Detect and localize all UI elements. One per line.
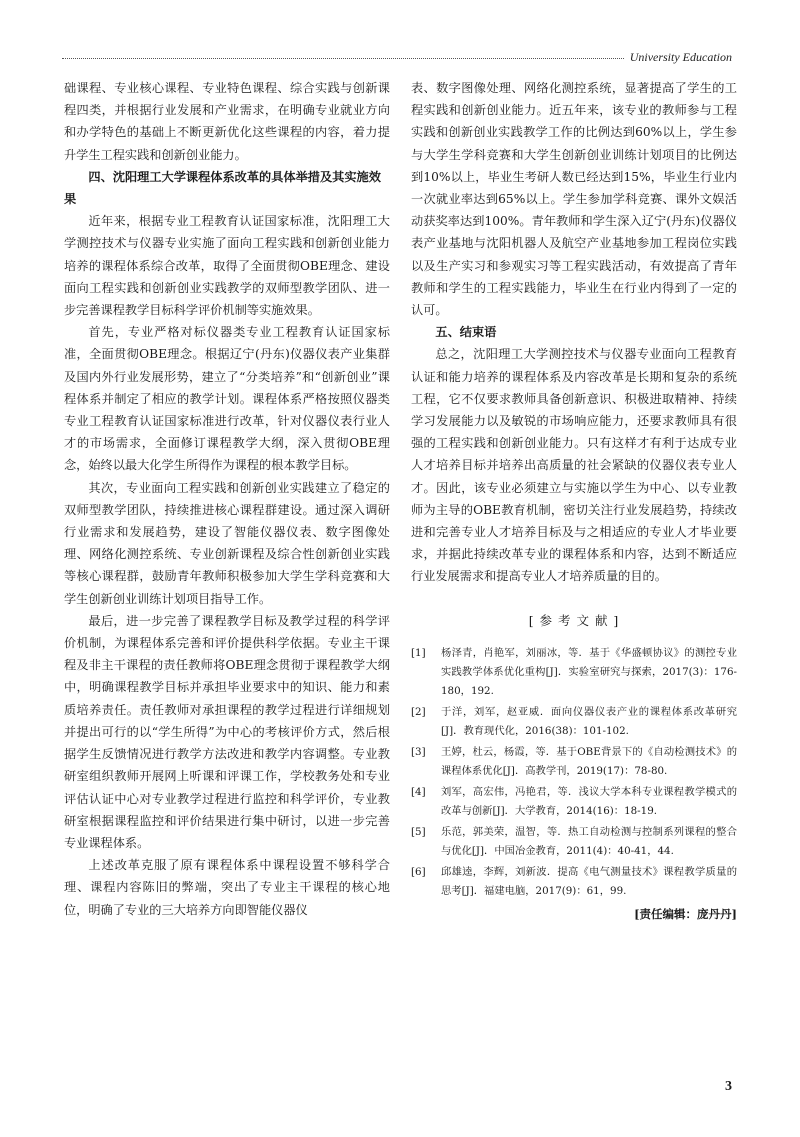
left-column bbox=[64, 77, 390, 921]
reference-number: [1] bbox=[411, 646, 426, 659]
reference-text: 杨泽青，肖艳军，刘丽冰，等．基于《华盛顿协议》的测控专业实践教学体系优化重构[J]．实验室研究与探索，2017(3)：176-180，192. bbox=[441, 646, 737, 697]
paragraph: 表、数字图像处理、网络化测控系统，显著提高了学生的工程实践和创新创业能力。近五年来，该专业的教师参与工程实践和创新创业实践教学工作的比例达到60%以上，学生参与大学生学科竞赛和大学生创新创业训练计划项目的比例达到10%以上，毕业生考研人数已经达到15%，毕业生行业内一次就业率达到65%以上。学生参加学科竞赛、课外文娱活动获奖率达到100%。青年教师和学生深入辽宁(丹东)仪器仪表产业基地与沈阳机器人及航空产业基地参加工程岗位实践以及生产实习和参观实习等工程实践活动，有效提高了青年教师和学生的工程实践能力，毕业生在行业内得到了一定的认可。 bbox=[411, 81, 737, 318]
section-heading-4: 四、沈阳理工大学课程体系改革的具体举措及其实施效果 bbox=[64, 169, 381, 207]
paragraph: 上述改革克服了原有课程体系中课程设置不够科学合理、课程内容陈旧的弊端，突出了专业主干课程的核心地位，明确了专业的三大培养方向即智能仪器仪 bbox=[64, 858, 390, 917]
reference-text: 刘军，高宏伟，冯艳君，等．浅议大学本科专业课程教学模式的改革与创新[J]．大学教育，2014(16)：18-19. bbox=[441, 785, 737, 817]
references-title: [ 参 考 文 献 ] bbox=[528, 612, 620, 628]
paragraph: 最后，进一步完善了课程教学目标及教学过程的科学评价机制，为课程体系完善和评价提供科学依据。专业主干课程及非主干课程的责任教师将OBE理念贯彻于课程教学大纲中，明确课程教学目标并承担毕业要求中的知识、能力和素质培养责任。责任教师对承担课程的教学过程进行详细规划并提出可行的以“学生所得”为中心的考核评价方式，然后根据学生反馈情况进行教学方法改进和教学内容调整。专业教研室组织教师开展网上听课和评课工作，学校教务处和专业评估认证中心对专业教学过程进行监控和科学评价，专业教研室根据课程监控和评价结果进行集中研讨，以进一步完善专业课程体系。 bbox=[64, 613, 390, 850]
reference-number: [4] bbox=[411, 785, 426, 798]
reference-item bbox=[411, 743, 737, 781]
reference-number: [6] bbox=[411, 865, 426, 878]
journal-name: University Education bbox=[624, 50, 732, 65]
paragraph: 总之，沈阳理工大学测控技术与仪器专业面向工程教育认证和能力培养的课程体系及内容改革是长期和复杂的系统工程，它不仅要求教师具备创新意识、积极进取精神、持续学习发展能力以及敏锐的市场响应能力，还要求教师具有很强的工程实践和创新创业能力。只有这样才有利于达成专业人才培养目标并培养出高质量的社会紧缺的仪器仪表专业人才。因此，该专业必须建立与实施以学生为中心、以专业教师为主导的OBE教育机制，密切关注行业发展趋势，持续改进和完善专业人才培养目标及与之相适应的专业人才毕业要求，并据此持续改革专业的课程体系和内容，达到不断适应行业发展需求和提高专业人才培养质量的目的。 bbox=[411, 347, 737, 584]
reference-item bbox=[411, 644, 737, 701]
reference-list bbox=[411, 644, 737, 901]
responsible-editor: [责任编辑：庞丹丹] bbox=[634, 906, 737, 921]
paragraph: 首先，专业严格对标仪器类专业工程教育认证国家标准，全面贯彻OBE理念。根据辽宁(丹东)仪器仪表产业集群及国内外行业发展形势，建立了“分类培养”和“创新创业”课程体系并制定了相应的教学计划。课程体系严格按照仪器类专业工程教育认证国家标准进行改革，针对仪器仪表行业人才的市场需求，全面修订课程教学大纲，深入贯彻OBE理念，始终以最大化学生所得作为课程的根本教学目标。 bbox=[64, 325, 390, 473]
right-column bbox=[411, 77, 737, 925]
section-heading-5: 五、结束语 bbox=[435, 325, 497, 340]
reference-text: 于洋，刘军，赵亚威．面向仪器仪表产业的课程体系改革研究[J]．教育现代化，2016(38)：101-102. bbox=[441, 705, 737, 737]
reference-item bbox=[411, 863, 737, 901]
reference-number: [5] bbox=[411, 825, 426, 838]
paragraph: 近年来，根据专业工程教育认证国家标准，沈阳理工大学测控技术与仪器专业实施了面向工程实践和创新创业能力培养的课程体系综合改革，取得了全面贯彻OBE理念、建设面向工程实践和创新创业实践教学的双师型教学团队、进一步完善课程教学目标科学评价机制等实施效果。 bbox=[64, 214, 390, 318]
reference-item bbox=[411, 823, 737, 861]
reference-text: 邱雄逵，李辉，刘新波．提高《电气测量技术》课程教学质量的思考[J]．福建电脑，2017(9)：61，99. bbox=[441, 865, 737, 897]
reference-item bbox=[411, 783, 737, 821]
reference-text: 王婷，杜云，杨霞，等．基于OBE背景下的《自动检测技术》的课程体系优化[J]．高教学刊，2019(17)：78-80. bbox=[441, 745, 737, 777]
paragraph: 础课程、专业核心课程、专业特色课程、综合实践与创新课程四类，并根据行业发展和产业需求，在明确专业就业方向和办学特色的基础上不断更新优化这些课程的内容，着力提升学生工程实践和创新创业能力。 bbox=[64, 81, 390, 162]
reference-item bbox=[411, 703, 737, 741]
page-number: 3 bbox=[725, 1079, 732, 1094]
reference-number: [3] bbox=[411, 745, 426, 758]
reference-number: [2] bbox=[411, 705, 426, 718]
paragraph: 其次，专业面向工程实践和创新创业实践建立了稳定的双师型教学团队，持续推进核心课程群建设。通过深入调研行业需求和发展趋势，建设了智能仪器仪表、数字图像处理、网络化测控系统、专业创新课程及综合性创新创业实践等核心课程群，鼓励青年教师积极参加大学生学科竞赛和大学生创新创业训练计划项目指导工作。 bbox=[64, 480, 390, 606]
reference-text: 乐范，郭美荣，温智，等．热工自动检测与控制系列课程的整合与优化[J]．中国冶金教育，2011(4)：40-41，44. bbox=[441, 825, 737, 857]
